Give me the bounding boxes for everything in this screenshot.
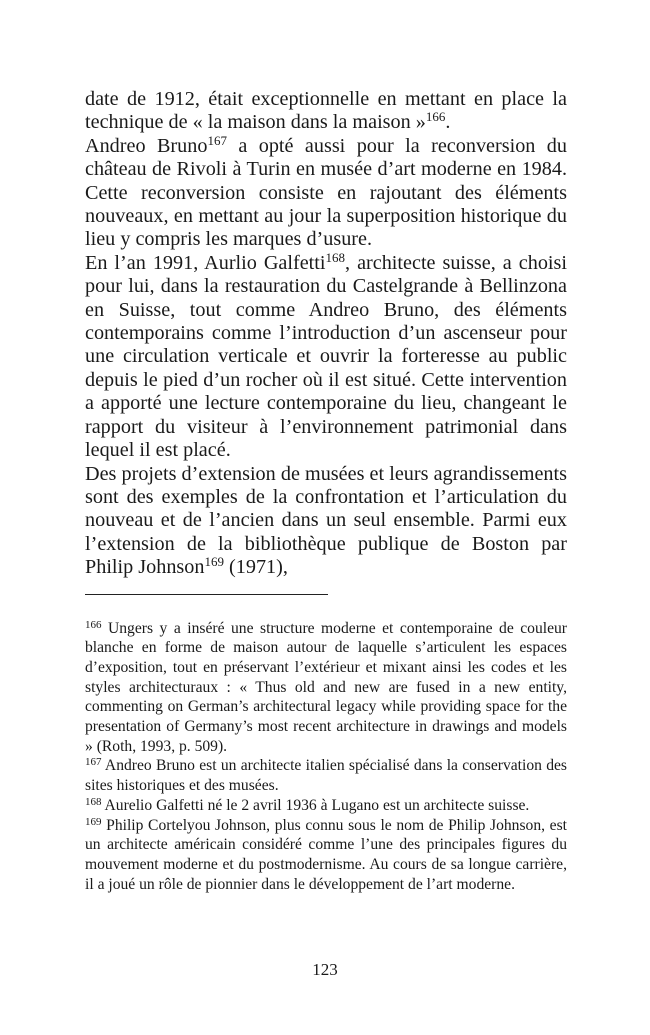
paragraph-text: Andreo Bruno — [85, 134, 208, 157]
body-text — [85, 88, 567, 580]
page-number: 123 — [312, 960, 338, 979]
footnote — [85, 619, 567, 757]
footnote-number: 166 — [85, 618, 102, 631]
paragraph — [85, 463, 567, 580]
footnote-ref: 167 — [207, 132, 227, 148]
footnote-number: 167 — [85, 756, 102, 769]
paragraph-text: , architecte suisse, a choisi pour lui, dans la restauration du Castelgrande à Bellinzona en Suisse, tout comme Andreo Bruno, des éléments contemporains comme l’introduction d’un ascenseur pour une circulation verticale et ouvrir la forteresse au public depuis le pied d’un rocher où il est situé. Cette intervention a apporté une lecture contemporaine du lieu, changeant le rapport du visiteur à l’environnement patrimonial dans lequel il est placé. — [85, 251, 567, 462]
footnotes — [85, 619, 567, 895]
footnote-number: 168 — [85, 795, 102, 808]
footnote-text: Aurelio Galfetti né le 2 avril 1936 à Lugano est un architecte suisse. — [101, 796, 530, 814]
footnote-ref: 168 — [325, 249, 346, 265]
footnote-text: Philip Cortelyou Johnson, plus connu sous le nom de Philip Johnson, est un architecte américain considéré comme l’une des principales figures du mouvement moderne et du postmodernisme. Au cours de sa longue carrière, il a joué un rôle de pionnier dans le développement de l’art moderne. — [85, 816, 567, 893]
paragraph-text: . — [445, 111, 451, 134]
footnote-ref: 169 — [204, 554, 224, 570]
paragraph — [85, 88, 567, 135]
paragraph-text: En l’an 1991, Aurlio Galfetti — [85, 251, 326, 274]
footnote — [85, 796, 567, 816]
page-content — [85, 88, 567, 894]
paragraph — [85, 249, 567, 463]
paragraph — [85, 132, 567, 252]
footnote-separator — [85, 594, 328, 595]
footnote-text: Andreo Bruno est un architecte italien spécialisé dans la conservation des sites historiques et des musées. — [85, 757, 567, 795]
footnote-text: Ungers y a inséré une structure moderne et contemporaine de couleur blanche en forme de maison autour de laquelle s’articulent les espaces d’exposition, tout en préservant l’extérieur et mixant ainsi les codes et les styles architecturaux : « Thus old and new are fused in a new entity, commenting on German’s architectural legacy while providing space for the presentation of Germany’s most recent architecture in drawings and models » (Roth, 1993, p. 509). — [85, 619, 567, 755]
footnote — [85, 816, 567, 895]
paragraph-text: Des projets d’extension de musées et leurs agrandissements sont des exemples de la confrontation et l’articulation du nouveau et de l’ancien dans un seul ensemble. Parmi eux l’extension de la bibliothèque publique de Boston par Philip Johnson — [85, 462, 567, 579]
paragraph-text: (1971), — [223, 556, 288, 579]
paragraph-text: a opté aussi pour la reconversion du château de Rivoli à Turin en musée d’art moderne en 1984. Cette reconversion consiste en rajoutant des éléments nouveaux, en mettant au jour la superposition historique du lieu y compris les marques d’usure. — [85, 134, 567, 251]
footnote — [85, 756, 567, 795]
footnote-number: 169 — [85, 815, 102, 828]
paragraph-text: date de 1912, était exceptionnelle en mettant en place la technique de « la maison dans la maison » — [85, 88, 567, 134]
footnote-ref: 166 — [425, 109, 446, 125]
